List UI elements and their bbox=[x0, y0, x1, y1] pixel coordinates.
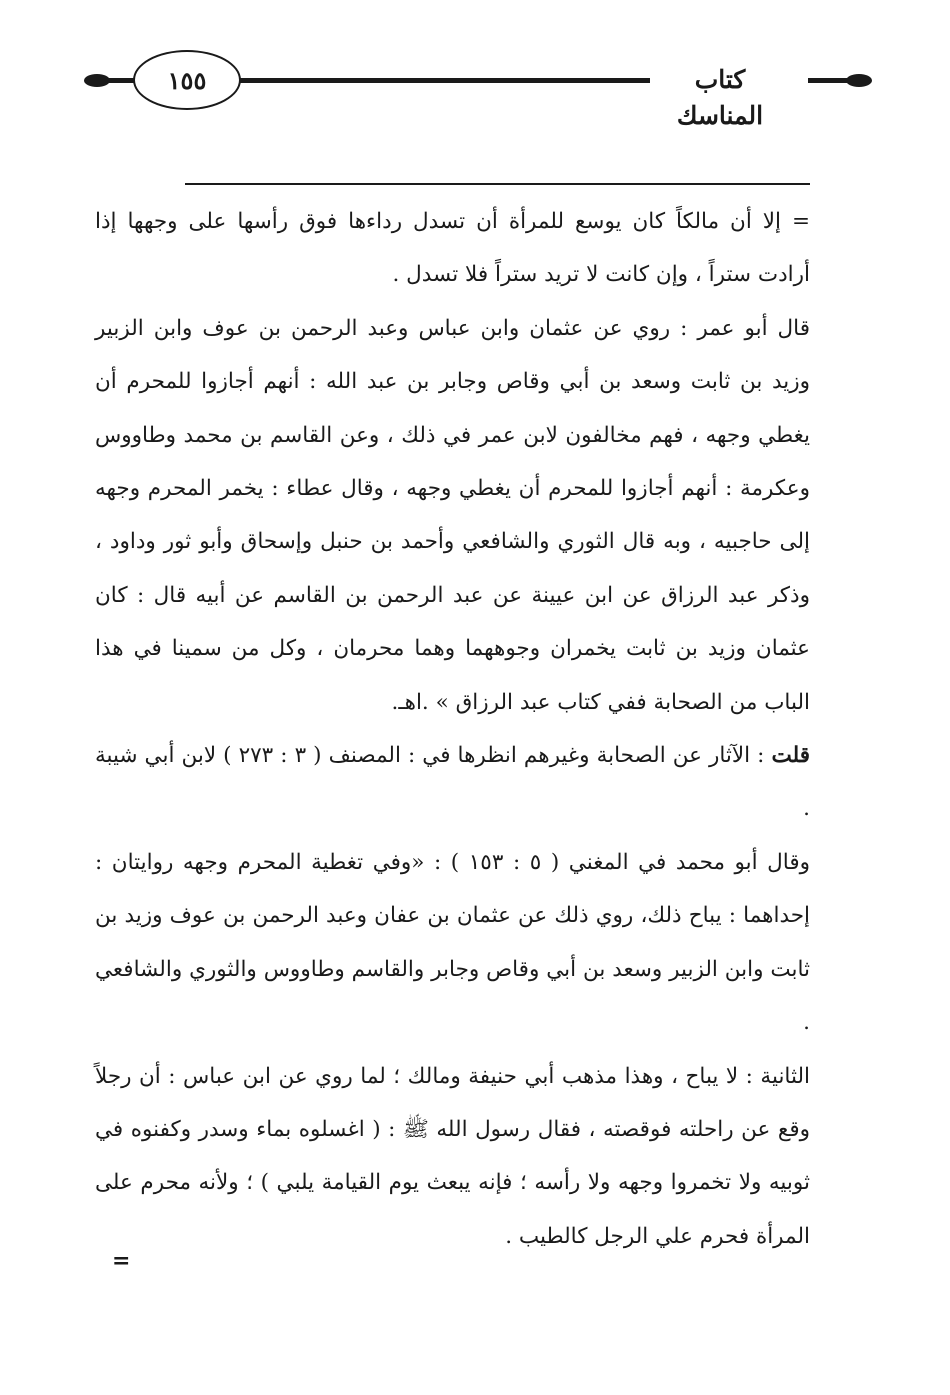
paragraph-text: = إلا أن مالكاً كان يوسع للمرأة أن تسدل رداءها فوق رأسها على وجهها إذا أرادت ستراً ، وإن كانت لا تريد ستراً فلا تسدل . bbox=[95, 209, 810, 288]
page-number: ١٥٥ bbox=[133, 50, 241, 110]
paragraph-malik bbox=[95, 195, 810, 302]
footnote-body bbox=[95, 195, 810, 1263]
paragraph-text: قال أبو عمر : روي عن عثمان وابن عباس وعبد الرحمن بن عوف وابن الزبير وزيد بن ثابت وسعد بن أبي وقاص وجابر بن عبد الله : أنهم أجازوا للمحرم أن يغطي وجهه ، فهم مخالفون لابن عمر في ذلك ، وعن القاسم بن محمد وطاووس وعكرمة : أنهم أجازوا للمحرم أن يغطي وجهه ، وقال عطاء : يخمر المحرم وجهه إلى حاجبيه ، وبه قال الثوري والشافعي وأحمد بن حنبل وإسحاق وأبو ثور وداود ، وذكر عبد الرزاق عن ابن عيينة عن عبد الرحمن بن القاسم عن أبيه قال : كان عثمان وزيد بن ثابت يخمران وجوههما وهما محرمان ، وكل من سمينا في هذا الباب من الصحابة ففي كتاب عبد الرزاق » .اهـ. bbox=[95, 315, 810, 715]
header-rule-end-left bbox=[84, 74, 110, 87]
header-gap bbox=[790, 70, 808, 90]
paragraph-qultu bbox=[95, 729, 810, 836]
header-rule-end-right bbox=[846, 74, 872, 87]
continuation-mark: = bbox=[112, 1248, 131, 1274]
paragraph-abu-umar bbox=[95, 302, 810, 729]
paragraph-mughni bbox=[95, 836, 810, 1050]
footnote-separator bbox=[185, 183, 810, 185]
book-title: كتاب المناسك bbox=[650, 62, 790, 98]
paragraph-text: : الآثار عن الصحابة وغيرهم انظرها في : المصنف ( ٣ : ٢٧٣ ) لابن أبي شيبة . bbox=[95, 743, 810, 822]
paragraph-second-narration bbox=[95, 1050, 810, 1264]
paragraph-text: وقال أبو محمد في المغني ( ٥ : ١٥٣ ) : «وفي تغطية المحرم وجهه روايتان : إحداهما : يباح ذلك، روي ذلك عن عثمان بن عفان وعبد الرحمن بن عوف وزيد بن ثابت وابن الزبير وسعد بن أبي وقاص وجابر والقاسم وطاووس والثوري والشافعي . bbox=[95, 849, 810, 1036]
paragraph-lead-word: قلت bbox=[771, 743, 810, 769]
paragraph-text: الثانية : لا يباح ، وهذا مذهب أبي حنيفة ومالك ؛ لما روي عن ابن عباس : أن رجلاً وقع عن راحلته فوقصته ، فقال رسول الله ﷺ : ( اغسلوه بماء وسدر وكفنوه في ثوبيه ولا تخمروا وجهه ولا رأسه ؛ فإنه يبعث يوم القيامة يلبي ) ؛ ولأنه محرم على المرأة فحرم علي الرجل كالطيب . bbox=[95, 1063, 810, 1249]
